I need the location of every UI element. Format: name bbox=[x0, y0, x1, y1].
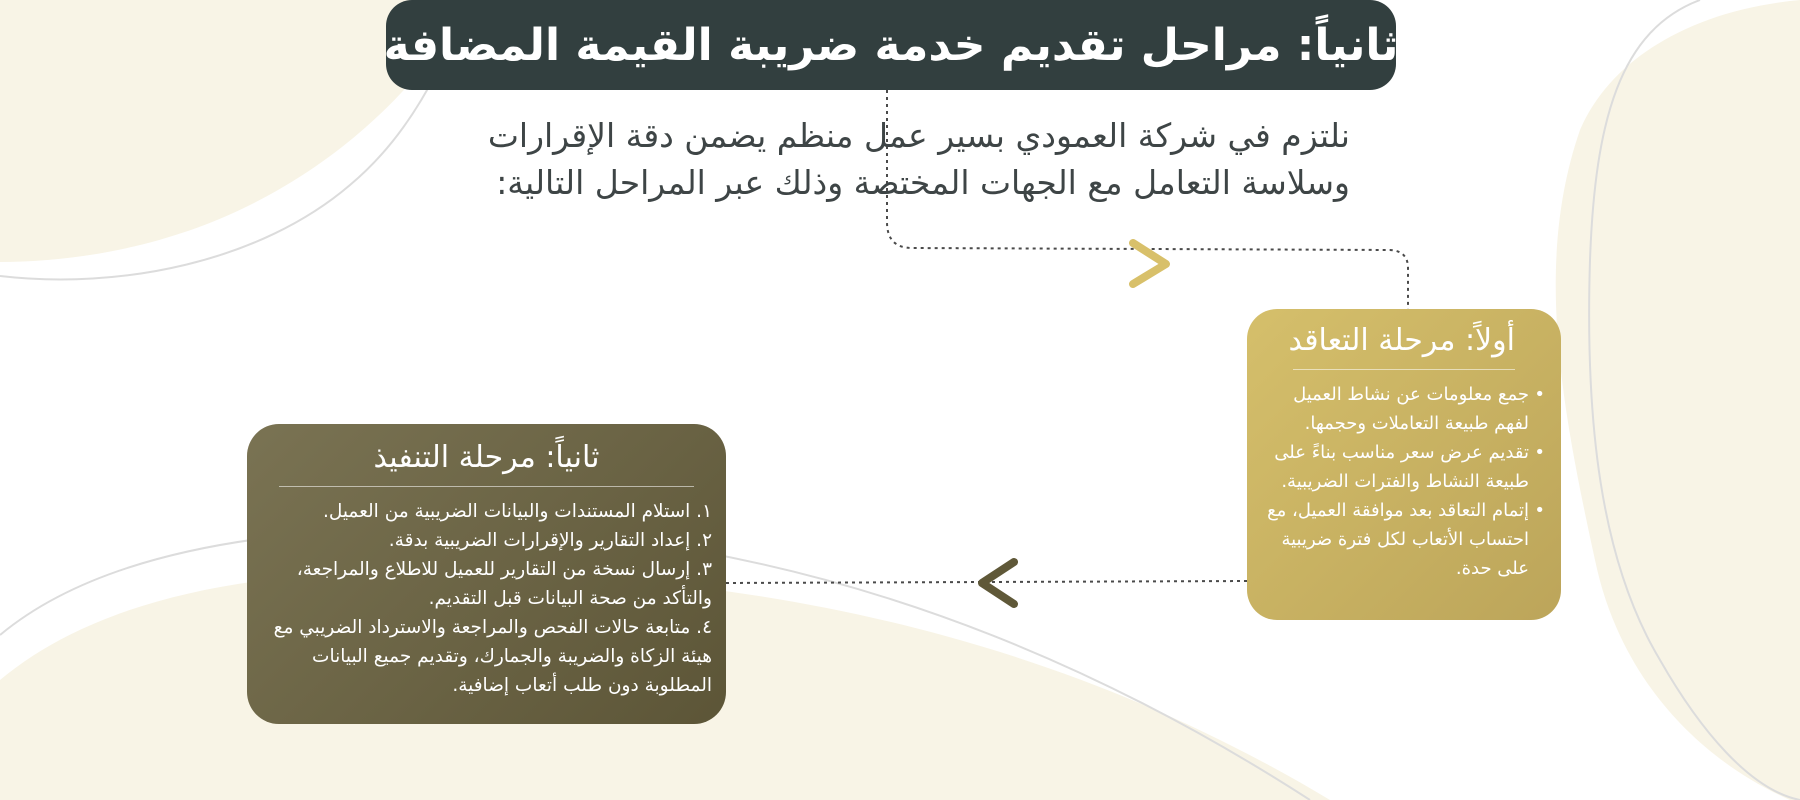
list-item: ١. استلام المستندات والبيانات الضريبية من العميل. bbox=[322, 501, 712, 522]
list-item-text: تقديم عرض سعر مناسب بناءً على طبيعة النشاط والفترات الضريبية. bbox=[1274, 442, 1529, 492]
intro-line-2: وسلاسة التعامل مع الجهات المختصة وذلك عبر المراحل التالية: bbox=[496, 163, 1350, 202]
list-item-text: جمع معلومات عن نشاط العميل لفهم طبيعة التعاملات وحجمها. bbox=[1293, 384, 1529, 434]
contract-stage-card bbox=[1247, 309, 1561, 620]
execution-stage-card bbox=[247, 424, 726, 724]
list-item: ٣. إرسال نسخة من التقارير للعميل للاطلاع والمراجعة، والتأكد من صحة البيانات قبل التقديم. bbox=[296, 559, 712, 609]
page-title-banner bbox=[383, 0, 1399, 90]
bullet-dot: • bbox=[1534, 500, 1545, 521]
contract-stage-list bbox=[1263, 380, 1545, 583]
intro-paragraph bbox=[420, 112, 1350, 206]
execution-stage-title: ثانياً: مرحلة التنفيذ bbox=[279, 438, 694, 487]
bullet-dot: • bbox=[1534, 384, 1545, 405]
list-item-text: إتمام التعاقد بعد موافقة العميل، مع احتساب الأتعاب لكل فترة ضريبية على حدة. bbox=[1267, 500, 1529, 579]
list-item bbox=[1263, 380, 1545, 438]
page-title: ثانياً: مراحل تقديم خدمة ضريبة القيمة المضافة bbox=[383, 19, 1399, 71]
list-item bbox=[1263, 438, 1545, 496]
list-item bbox=[1263, 496, 1545, 583]
contract-stage-title: أولاً: مرحلة التعاقد bbox=[1293, 321, 1515, 370]
bullet-dot: • bbox=[1534, 442, 1545, 463]
list-item: ٢. إعداد التقارير والإقرارات الضريبية بدقة. bbox=[388, 530, 712, 551]
list-item: ٤. متابعة حالات الفحص والمراجعة والاسترداد الضريبي مع هيئة الزكاة والضريبة والجمارك، وتقديم جميع البيانات المطلوبة دون طلب أتعاب إضافية. bbox=[273, 617, 712, 696]
intro-line-1: نلتزم في شركة العمودي بسير عمل منظم يضمن دقة الإقرارات bbox=[487, 116, 1350, 155]
execution-stage-list bbox=[261, 497, 712, 700]
